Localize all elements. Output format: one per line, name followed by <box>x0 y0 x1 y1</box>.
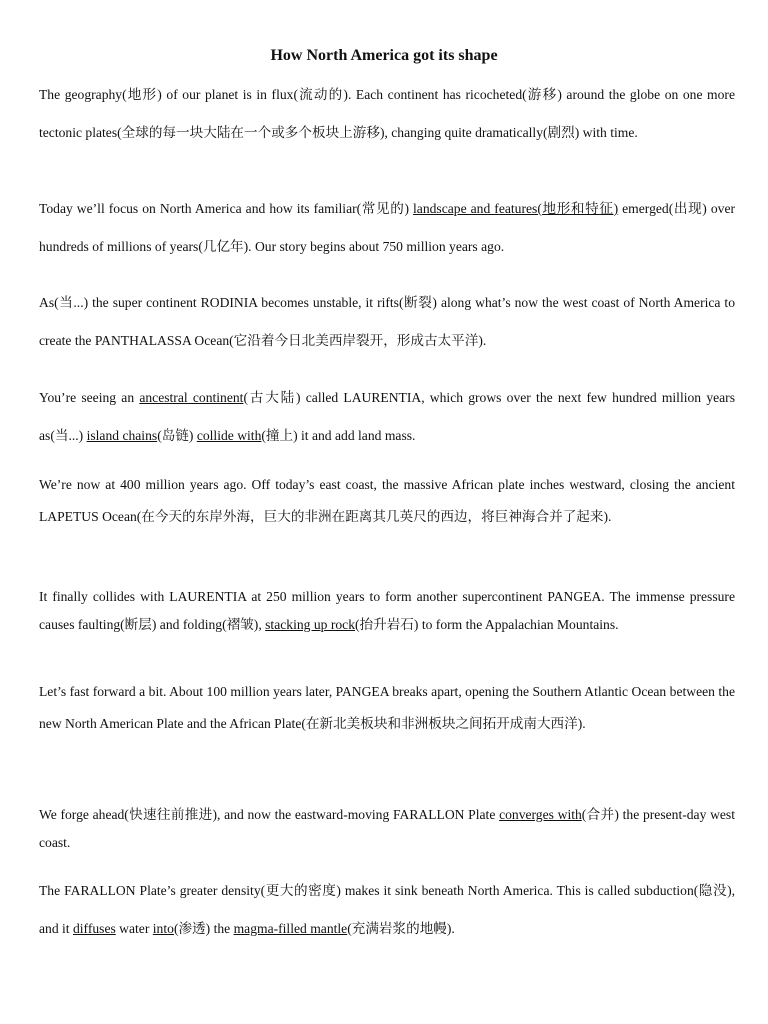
underlined-term: landscape and features(地形和特征) <box>413 201 619 216</box>
text-segment: (充满岩浆的地幔). <box>347 921 455 936</box>
text-segment: As(当...) the super continent RODINIA becomes unstable, it rifts(断裂) along what’s now the west coast of North America to create the PANTHALASSA Ocean(它沿着今日北美西岸裂开，形成古太平洋). <box>39 295 735 348</box>
underlined-term: magma-filled mantle <box>233 921 348 936</box>
text-segment: The geography(地形) of our planet is in flux(流动的). Each continent has ricocheted(游移) around the globe on one more tectonic plates(全球的每一块大陆在一个或多个板块上游移), changing quite dramatically(剧烈) with time. <box>39 87 735 140</box>
text-segment: Today we’ll focus on North America and how its familiar(常见的) <box>39 201 414 216</box>
text-segment: It finally collides with LAURENTIA at 250 million years to form another supercontinent PANGEA. The immense pressure causes faulting(断层) and folding(褶皱), <box>39 589 735 632</box>
underlined-term: converges with <box>499 807 582 822</box>
text-segment: emerged(出现) over hundreds of millions of years(几亿年). Our story begins about 750 million years ago. <box>39 201 736 254</box>
paragraph-2 <box>39 190 735 266</box>
paragraph-6 <box>39 583 735 639</box>
document-title: How North America got its shape <box>270 47 498 64</box>
text-segment: The FARALLON Plate’s greater density(更大的密度) makes it sink beneath North America. This is called subduction(隐没), and it <box>39 883 735 936</box>
paragraph-3 <box>39 284 735 360</box>
paragraph-7 <box>39 676 735 740</box>
text-segment: (撞上) it and add land mass. <box>261 428 416 443</box>
underlined-term: into <box>152 921 174 936</box>
paragraph-9 <box>39 872 735 948</box>
paragraph-1 <box>39 76 735 152</box>
text-segment: (抬升岩石) to form the Appalachian Mountains. <box>355 617 619 632</box>
text-segment: (古大陆) called LAURENTIA, which grows over the next few hundred million years as(当...) <box>39 390 735 443</box>
text-segment: Let’s fast forward a bit. About 100 million years later, PANGEA breaks apart, opening the Southern Atlantic Ocean between the new North American Plate and the African Plate(在新北美板块和非洲板块之间拓开成南大西洋). <box>39 684 735 731</box>
text-segment: We’re now at 400 million years ago. Off today’s east coast, the massive African plate inches westward, closing the ancient LAPETUS Ocean(在今天的东岸外海，巨大的非洲在距离其几英尺的西边，将巨神海合并了起来). <box>39 477 735 524</box>
paragraph-8 <box>39 801 735 857</box>
underlined-term: island chains <box>86 428 158 443</box>
underlined-term: stacking up rock <box>265 617 355 632</box>
text-segment: (渗透) the <box>173 921 234 936</box>
underlined-term: ancestral continent <box>139 390 244 405</box>
underlined-term: diffuses <box>72 921 116 936</box>
text-segment: We forge ahead(快速往前推进), and now the eastward-moving FARALLON Plate <box>39 807 500 822</box>
underlined-term: collide with <box>196 428 262 443</box>
paragraph-5 <box>39 469 735 533</box>
text-segment: You’re seeing an <box>39 390 140 405</box>
text-segment: (合并) the present-day west coast. <box>39 807 735 850</box>
text-segment: (岛链) <box>157 428 197 443</box>
text-segment: water <box>115 921 153 936</box>
paragraph-4 <box>39 379 735 455</box>
